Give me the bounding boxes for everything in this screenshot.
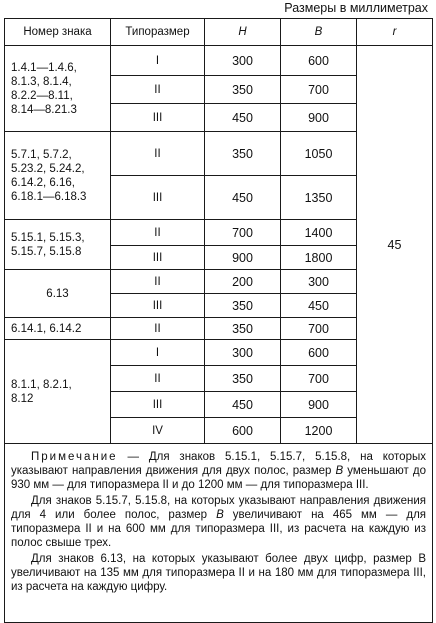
note-paragraph-2: [11, 494, 426, 550]
size-cell: II: [111, 366, 205, 392]
size-cell: II: [111, 318, 205, 340]
sign-dimensions-table: [4, 18, 433, 623]
header-size: Типоразмер: [111, 19, 205, 46]
size-cell: II: [111, 220, 205, 246]
size-cell: III: [111, 392, 205, 418]
h-cell: 350: [205, 318, 281, 340]
note-cell: [5, 444, 433, 623]
size-cell: III: [111, 246, 205, 270]
h-cell: 200: [205, 270, 281, 294]
b-cell: 700: [281, 318, 357, 340]
size-cell: II: [111, 132, 205, 176]
b-cell: 1350: [281, 176, 357, 220]
size-cell: III: [111, 176, 205, 220]
header-h: H: [205, 19, 281, 46]
b-cell: 1200: [281, 418, 357, 444]
note-paragraph-1: [11, 450, 426, 492]
note-p2-text: Для знаков 5.15.7, 5.15.8, на которых указывают направления движения для 4 или более полос, размер: [11, 495, 426, 521]
b-cell: 600: [281, 46, 357, 76]
sign-codes-cell: 8.1.1, 8.2.1, 8.12: [5, 340, 111, 444]
b-cell: 1400: [281, 220, 357, 246]
h-cell: 900: [205, 246, 281, 270]
h-cell: 350: [205, 366, 281, 392]
b-cell: 900: [281, 392, 357, 418]
header-b: B: [281, 19, 357, 46]
size-cell: II: [111, 76, 205, 104]
sign-codes-cell: 1.4.1—1.4.6, 8.1.3, 8.1.4, 8.2.2—8.11, 8.14—8.21.3: [5, 46, 111, 132]
h-cell: 350: [205, 132, 281, 176]
size-cell: III: [111, 104, 205, 132]
sign-codes-cell: 6.14.1, 6.14.2: [5, 318, 111, 340]
b-cell: 1050: [281, 132, 357, 176]
r-value-cell: 45: [357, 46, 433, 444]
h-cell: 300: [205, 46, 281, 76]
note-p1-rest: уменьшают до 930 мм — для типоразмера II и до 1200 мм — для типоразмера III.: [11, 465, 426, 491]
h-cell: 700: [205, 220, 281, 246]
h-cell: 450: [205, 176, 281, 220]
h-cell: 350: [205, 76, 281, 104]
b-cell: 1800: [281, 246, 357, 270]
b-cell: 700: [281, 366, 357, 392]
b-cell: 300: [281, 270, 357, 294]
sign-codes-cell: 5.7.1, 5.7.2, 5.23.2, 5.24.2, 6.14.2, 6.16, 6.18.1—6.18.3: [5, 132, 111, 220]
header-r: r: [357, 19, 433, 46]
header-row: [5, 19, 433, 46]
b-cell: 900: [281, 104, 357, 132]
note-p2-rest: увеличивают на 465 мм — для типоразмера II и на 600 мм для типоразмера III, из расчета на каждую из полос свыше трех.: [11, 509, 427, 549]
size-cell: IV: [111, 418, 205, 444]
h-cell: 350: [205, 294, 281, 318]
b-cell: 700: [281, 76, 357, 104]
table-row: [5, 46, 433, 76]
b-cell: 600: [281, 340, 357, 366]
note-row: [5, 444, 433, 623]
h-cell: 450: [205, 392, 281, 418]
size-cell: I: [111, 46, 205, 76]
header-sign-number: Номер знака: [5, 19, 111, 46]
note-label: Примечание: [31, 451, 118, 463]
size-cell: I: [111, 340, 205, 366]
note-p1-b: B: [335, 465, 344, 477]
size-cell: II: [111, 270, 205, 294]
size-cell: III: [111, 294, 205, 318]
sign-codes-cell: 6.13: [5, 270, 111, 318]
h-cell: 600: [205, 418, 281, 444]
h-cell: 450: [205, 104, 281, 132]
units-caption: Размеры в миллиметрах: [284, 1, 428, 15]
note-block: [11, 450, 426, 594]
b-cell: 450: [281, 294, 357, 318]
sign-codes-cell: 5.15.1, 5.15.3, 5.15.7, 5.15.8: [5, 220, 111, 270]
note-paragraph-3: Для знаков 6.13, на которых указывают более двух цифр, размер B увеличивают на 135 мм для типоразмера II и на 180 мм для типоразмера III, из расчета на каждую цифру.: [11, 553, 426, 593]
note-p1-text: — Для знаков 5.15.1, 5.15.7, 5.15.8, на которых указывают направления движения для двух полос, размер: [11, 451, 426, 477]
note-p2-b: B: [216, 509, 224, 521]
h-cell: 300: [205, 340, 281, 366]
